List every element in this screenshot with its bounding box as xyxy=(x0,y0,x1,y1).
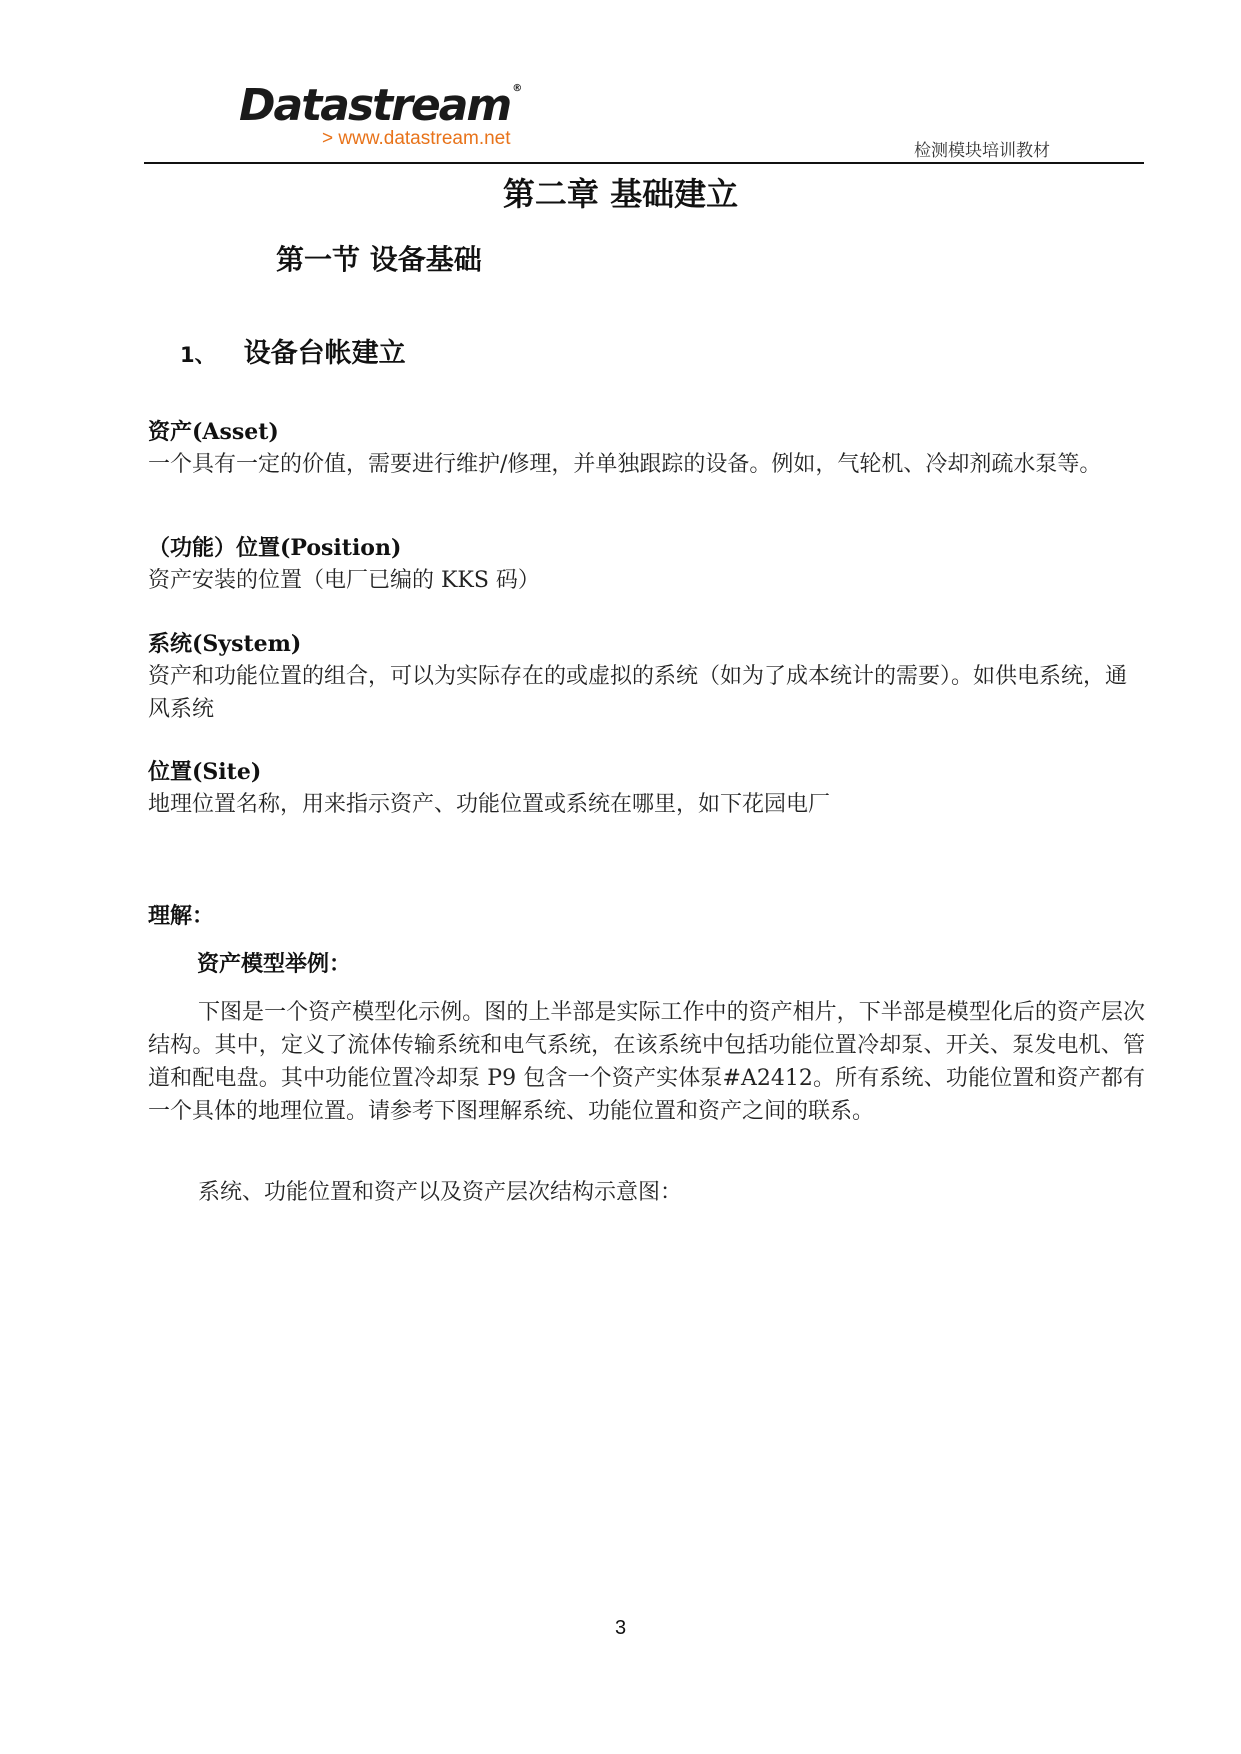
definition-system xyxy=(148,628,1145,726)
definition-position xyxy=(148,532,1145,597)
subsection-title: 设备台帐建立 xyxy=(243,338,406,369)
logo-registered-mark: ® xyxy=(512,83,523,94)
definition-term: 系统(System) xyxy=(148,631,302,657)
section-title: 第一节 设备基础 xyxy=(276,243,482,276)
subsection-number: 1、 xyxy=(180,343,216,367)
definition-text: 资产和功能位置的组合，可以为实际存在的或虚拟的系统（如为了成本统计的需要）。如供电系统，通风系统 xyxy=(148,664,1128,722)
datastream-logo xyxy=(239,80,523,131)
example-title: 资产模型举例： xyxy=(197,951,352,977)
page-header xyxy=(144,82,1144,164)
header-divider xyxy=(144,162,1144,164)
definition-asset xyxy=(148,416,1145,481)
definition-site xyxy=(148,756,1145,821)
definition-text: 地理位置名称，用来指示资产、功能位置或系统在哪里，如下花园电厂 xyxy=(148,792,831,817)
definition-term: 位置(Site) xyxy=(148,759,262,785)
definition-text: 资产安装的位置（电厂已编的 KKS 码） xyxy=(148,568,540,593)
example-paragraph: 下图是一个资产模型化示例。图的上半部是实际工作中的资产相片，下半部是模型化后的资产层次结构。其中，定义了流体传输系统和电气系统，在该系统中包括功能位置冷却泵、开关、泵发电机、管道和配电盘。其中功能位置冷却泵 P9 包含一个资产实体泵#A2412。所有系统、功能位置和资产都有一个具体的地理位置。请参考下图理解系统、功能位置和资产之间的联系。 xyxy=(148,1000,1145,1124)
definition-text: 一个具有一定的价值，需要进行维护/修理，并单独跟踪的设备。例如，气轮机、冷却剂疏水泵等。 xyxy=(148,452,1102,477)
definition-term: 资产(Asset) xyxy=(148,419,279,445)
understand-label: 理解： xyxy=(148,903,215,929)
logo-url: > www.datastream.net xyxy=(322,128,511,149)
definition-term: （功能）位置(Position) xyxy=(148,535,402,561)
header-doc-title: 检测模块培训教材 xyxy=(914,141,1050,161)
page-number: 3 xyxy=(614,1617,627,1639)
chapter-title: 第二章 基础建立 xyxy=(502,175,739,213)
diagram-caption: 系统、功能位置和资产以及资产层次结构示意图： xyxy=(198,1180,683,1205)
logo-text: Datastream xyxy=(239,80,511,131)
subsection-heading xyxy=(180,336,406,373)
